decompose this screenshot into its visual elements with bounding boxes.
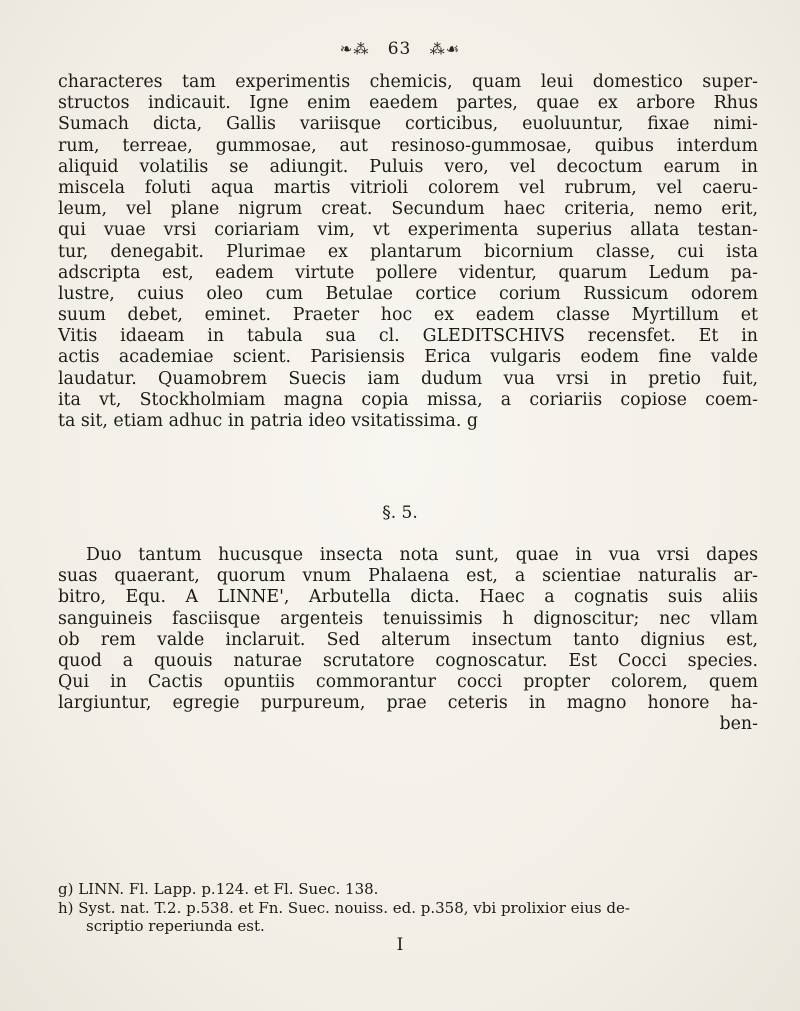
footnote-line: g) LINN. Fl. Lapp. p.124. et Fl. Suec. 138. — [58, 880, 379, 898]
text-line: bitro, Equ. A LINNE', Arbutella dicta. Haec a cognatis suis aliis — [58, 587, 758, 608]
ornament-left-icon: ❧⁂ — [339, 39, 370, 58]
paragraph-insecta — [58, 545, 758, 715]
text-line: suum debet, eminet. Praeter hoc ex eadem classe Myrtillum et — [58, 305, 758, 326]
text-line: aliquid volatilis se adiungit. Puluis vero, vel decoctum earum in — [58, 156, 758, 177]
text-line: Vitis idaeam in tabula sua cl. GLEDITSCHIVS recensfet. Et in — [58, 326, 758, 347]
text-line: qui vuae vrsi coriariam vim, vt experimenta superius allata testan- — [58, 220, 758, 241]
text-line: actis academiae scient. Parisiensis Erica vulgaris eodem fine valde — [58, 347, 758, 368]
text-line: adscripta est, eadem virtute pollere videntur, quarum Ledum pa- — [58, 262, 758, 283]
text-line: tur, denegabit. Plurimae ex plantarum bicornium classe, cui ista — [58, 241, 758, 262]
page-number: 63 — [387, 38, 412, 59]
text-line: rum, terreae, gummosae, aut resinoso-gummosae, quibus interdum — [58, 135, 758, 156]
footnotes — [58, 880, 758, 936]
text-line: ita vt, Stockholmiam magna copia missa, a coriariis copiose coem- — [58, 389, 758, 410]
text-line: lustre, cuius oleo cum Betulae cortice corium Russicum odorem — [58, 283, 758, 304]
catchword-line — [58, 714, 758, 735]
text-line: characteres tam experimentis chemicis, quam leui domestico super- — [58, 72, 758, 92]
page-header — [0, 38, 800, 59]
text-line: miscela foluti aqua martis vitrioli colorem vel rubrum, vel caeru- — [58, 177, 758, 198]
text-line: Sumach dicta, Gallis variisque corticibus, euoluuntur, fixae nimi- — [58, 114, 758, 135]
signature-mark: I — [396, 935, 404, 955]
text-line: laudatur. Quamobrem Suecis iam dudum vua vrsi in pretio fuit, — [58, 368, 758, 389]
text-line: suas quaerant, quorum vnum Phalaena est, a scientiae naturalis ar- — [58, 566, 758, 587]
text-line: quod a quouis naturae scrutatore cognoscatur. Est Cocci species. — [58, 650, 758, 671]
text-line: largiuntur, egregie purpureum, prae ceteris in magno honore ha- — [58, 693, 758, 714]
text-line: ta sit, etiam adhuc in patria ideo vsitatissima. g — [58, 411, 479, 431]
section-heading: §. 5. — [382, 503, 418, 523]
paragraph-characteres — [58, 72, 758, 432]
text-line: leum, vel plane nigrum creat. Secundum haec criteria, nemo erit, — [58, 199, 758, 220]
text-line: Duo tantum hucusque insecta nota sunt, quae in vua vrsi dapes — [86, 545, 758, 565]
text-line: ob rem valde inclaruit. Sed alterum insectum tanto dignius est, — [58, 629, 758, 650]
catchword: ben- — [719, 714, 758, 734]
text-line: Qui in Cactis opuntiis commorantur cocci propter colorem, quem — [58, 672, 758, 693]
ornament-right-icon: ⁂☙ — [429, 39, 461, 58]
text-line: structos indicauit. Igne enim eaedem partes, quae ex arbore Rhus — [58, 93, 758, 114]
text-line: sanguineis fasciisque argenteis tenuissimis h dignoscitur; nec vllam — [58, 608, 758, 629]
footnote-line: h) Syst. nat. T.2. p.538. et Fn. Suec. nouiss. ed. p.358, vbi prolixior eius de- — [58, 898, 630, 917]
footnote-line: scriptio reperiunda est. — [86, 917, 265, 935]
